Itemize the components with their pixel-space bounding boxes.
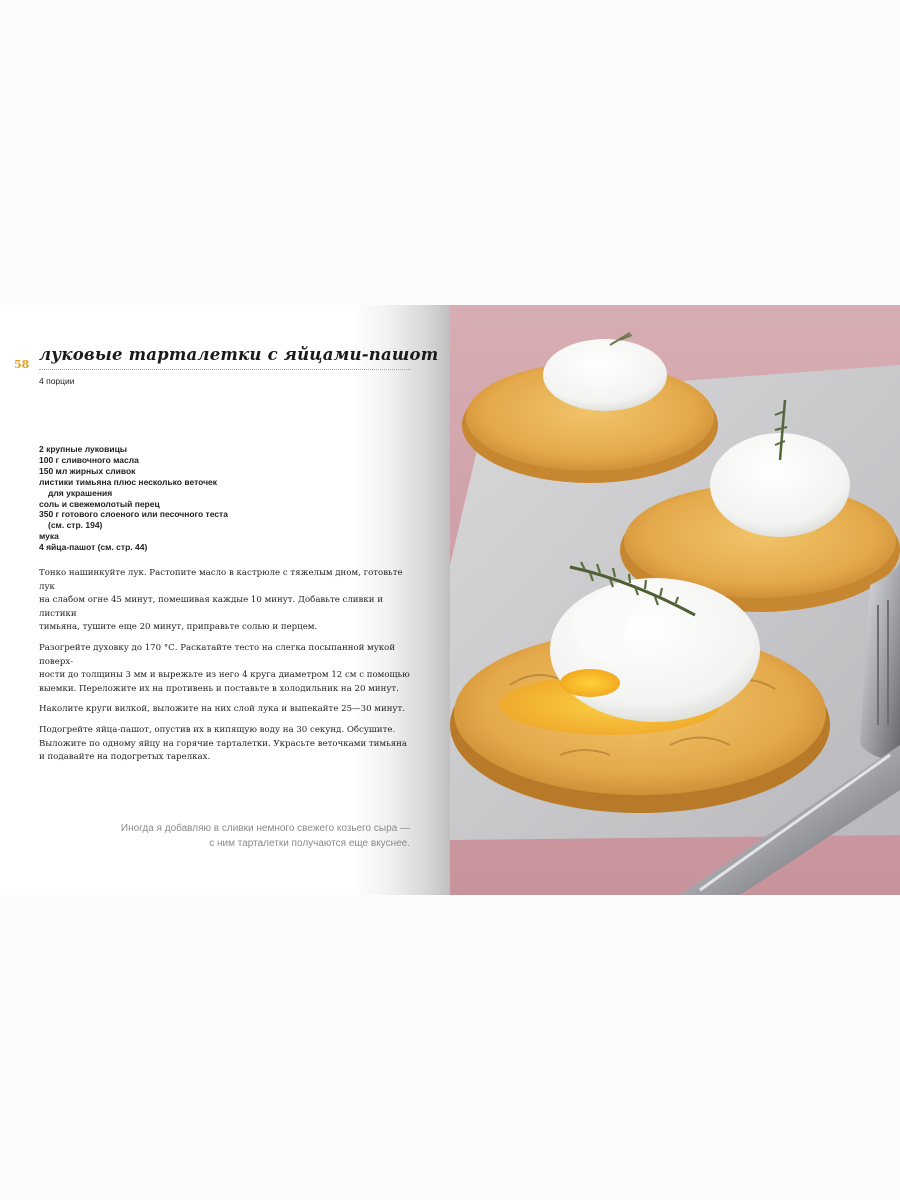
method-step: [39, 567, 411, 635]
ingredient-item: 4 яйца-пашот (см. стр. 44): [39, 542, 148, 553]
ingredient-item: для украшения: [48, 487, 113, 498]
ingredient-item: (см. стр. 194): [48, 520, 103, 531]
tart-back: [462, 333, 718, 483]
method-line: тимьяна, тушите еще 20 минут, приправьте солью и перцем.: [39, 622, 318, 633]
page-number: 58: [14, 358, 30, 371]
method-text: [39, 567, 411, 772]
method-step: [39, 724, 411, 765]
ingredient-item: 2 крупные луковицы: [39, 444, 128, 454]
method-line: и подавайте на подогретых тарелках.: [39, 752, 211, 763]
title-divider: [39, 369, 411, 370]
method-line: Разогрейте духовку до 170 °С. Раскатайте тесто на слегка посыпанной мукой поверх-: [39, 642, 396, 667]
method-line: Подогрейте яйца-пашот, опустив их в кипящую воду на 30 секунд. Обсушите.: [39, 724, 396, 735]
ingredient-item: 150 мл жирных сливок: [39, 465, 136, 476]
left-page: [0, 305, 450, 895]
method-line: Наколите круги вилкой, выложите на них слой лука и выпекайте 25—30 минут.: [39, 704, 405, 715]
recipe-title: луковые тарталетки с яйцами-пашот: [39, 345, 439, 364]
method-line: на слабом огне 45 минут, помешивая каждые 10 минут. Добавьте сливки и листики: [39, 595, 383, 619]
book-spread: [0, 305, 900, 895]
food-photo: [450, 305, 900, 895]
method-step: [39, 703, 411, 717]
tarts-photo-illustration: [450, 305, 900, 895]
method-line: ности до толщины 3 мм и вырежьте из него 4 круга диаметром 12 см с помощью: [39, 670, 410, 681]
ingredient-item: соль и свежемолотый перец: [39, 498, 160, 509]
servings: 4 порции: [39, 376, 75, 386]
ingredient-item: 100 г сливочного масла: [39, 454, 139, 465]
ingredient-item: листики тимьяна плюс несколько веточек: [39, 476, 218, 487]
method-line: выемки. Переложите их на противень и поставьте в холодильник на 20 минут.: [39, 683, 399, 694]
tip-line: Иногда я добавляю в сливки немного свежего козьего сыра —: [120, 823, 410, 834]
method-step: [39, 642, 411, 696]
ingredient-list: [39, 444, 228, 553]
tip-line: с ним тарталетки получаются еще вкуснее.: [209, 837, 410, 849]
method-line: Выложите по одному яйцу на горячие тарталетки. Украсьте веточками тимьяна: [39, 738, 408, 749]
ingredient-item: мука: [39, 531, 59, 542]
method-line: Тонко нашинкуйте лук. Растопите масло в кастрюле с тяжелым дном, готовьте лук: [39, 568, 403, 592]
ingredient-item: 350 г готового слоеного или песочного теста: [39, 509, 228, 520]
tip-note: [80, 822, 410, 851]
